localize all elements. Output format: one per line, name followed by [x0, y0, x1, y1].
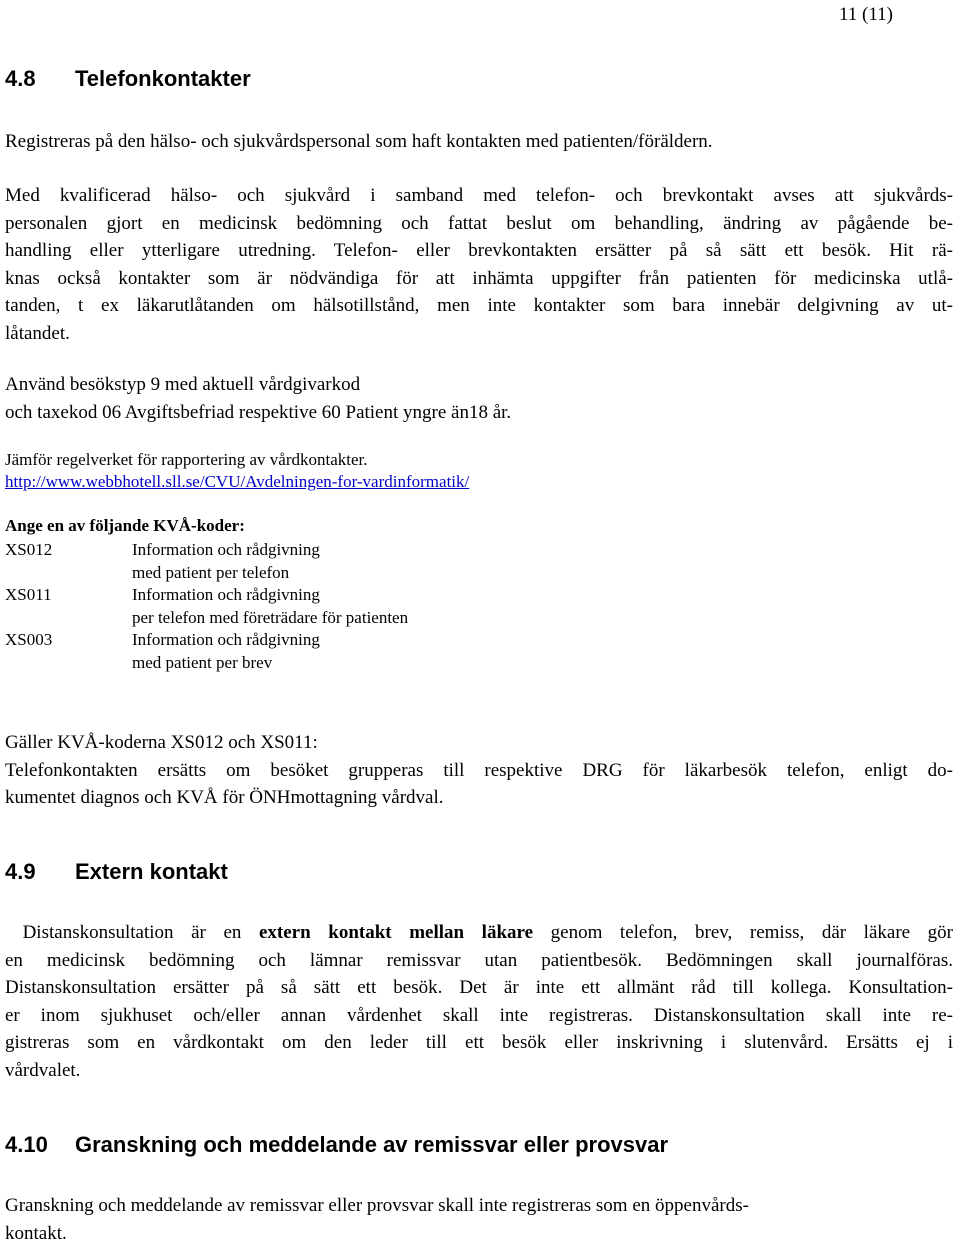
paragraph-line: vårdvalet.	[5, 1057, 953, 1085]
section-title: Telefonkontakter	[75, 66, 251, 91]
paragraph-line: Använd besökstyp 9 med aktuell vårdgivarkod	[5, 371, 953, 399]
paragraph-line: Telefonkontakten ersätts om besöket grupperas till respektive DRG för läkarbesök telefon, enligt do-	[5, 757, 953, 785]
table-row	[5, 584, 408, 607]
kva-code: XS003	[5, 629, 132, 652]
paragraph-line: er inom sjukhuset och/eller annan vårdenhet skall inte registreras. Distanskonsultation skall inte re-	[5, 1002, 953, 1030]
paragraph-line: kumentet diagnos och KVÅ för ÖNHmottagning vårdval.	[5, 784, 953, 812]
paragraph-line: knas också kontakter som är nödvändiga för att inhämta uppgifter från patienten för medicinska utlå-	[5, 265, 953, 293]
compare-paragraph	[5, 449, 953, 493]
kva-description: med patient per brev	[132, 652, 408, 675]
kva-description: med patient per telefon	[132, 562, 408, 585]
paragraph-line: låtandet.	[5, 320, 953, 348]
section-number: 4.10	[5, 1132, 75, 1158]
compare-text: Jämför regelverket för rapportering av vårdkontakter.	[5, 449, 953, 471]
external-contact-paragraph	[5, 919, 953, 1084]
paragraph-line: Distanskonsultation ersätter på så sätt ett besök. Det är inte ett allmänt råd till kollega. Konsultation-	[5, 974, 953, 1002]
visit-type-paragraph	[5, 371, 953, 426]
line-text: Distanskonsultation är en	[5, 922, 259, 943]
intro-paragraph: Registreras på den hälso- och sjukvårdspersonal som haft kontakten med patienten/föräldern.	[5, 128, 953, 156]
kva-title: Ange en av följande KVÅ-koder:	[5, 516, 245, 536]
paragraph-line: en medicinsk bedömning och lämnar remissvar utan patientbesök. Bedömningen skall journalföras.	[5, 947, 953, 975]
table-row	[5, 562, 408, 585]
section-heading-4-10	[5, 1132, 668, 1158]
paragraph-line: Granskning och meddelande av remissvar eller provsvar skall inte registreras som en öppenvårds-	[5, 1192, 953, 1220]
qualified-care-paragraph	[5, 182, 953, 347]
paragraph-line: och taxekod 06 Avgiftsbefriad respektive 60 Patient yngre än18 år.	[5, 399, 953, 427]
section-heading-4-9	[5, 859, 228, 885]
line-text: genom telefon, brev, remiss, där läkare gör	[533, 922, 953, 943]
paragraph-line	[5, 919, 953, 947]
paragraph-line: personalen gjort en medicinsk bedömning och fattat beslut om behandling, ändring av pågående be-	[5, 210, 953, 238]
table-row	[5, 652, 408, 675]
section-title: Extern kontakt	[75, 859, 228, 884]
bold-phrase: extern kontakt mellan läkare	[259, 922, 533, 943]
section-heading-4-8	[5, 66, 251, 92]
kva-description: Information och rådgivning	[132, 584, 408, 607]
table-row	[5, 607, 408, 630]
kva-code: XS012	[5, 539, 132, 562]
paragraph-line: Med kvalificerad hälso- och sjukvård i samband med telefon- och brevkontakt avses att sjukvårds-	[5, 182, 953, 210]
page-number: 11 (11)	[839, 4, 893, 26]
section-number: 4.9	[5, 859, 75, 885]
section-title: Granskning och meddelande av remissvar eller provsvar	[75, 1132, 668, 1157]
kva-code: XS011	[5, 584, 132, 607]
paragraph-line: tanden, t ex läkarutlåtanden om hälsotillstånd, men inte kontakter som bara innebär delgivning av ut-	[5, 292, 953, 320]
kva-description: Information och rådgivning	[132, 629, 408, 652]
regulations-link[interactable]: http://www.webbhotell.sll.se/CVU/Avdelningen-for-vardinformatik/	[5, 471, 953, 493]
kva-description: Information och rådgivning	[132, 539, 408, 562]
section-number: 4.8	[5, 66, 75, 92]
paragraph-line: kontakt.	[5, 1220, 953, 1247]
applies-title: Gäller KVÅ-koderna XS012 och XS011:	[5, 729, 953, 757]
review-paragraph	[5, 1192, 953, 1247]
kva-code-table	[5, 539, 408, 674]
table-row	[5, 539, 408, 562]
kva-description: per telefon med företrädare för patienten	[132, 607, 408, 630]
table-row	[5, 629, 408, 652]
paragraph-line: gistreras som en vårdkontakt om den leder till ett besök eller inskrivning i slutenvård. Ersätts ej i	[5, 1029, 953, 1057]
paragraph-line: handling eller ytterligare utredning. Telefon- eller brevkontakten ersätter på så sätt ett besök. Hit rä-	[5, 237, 953, 265]
applies-paragraph	[5, 729, 953, 812]
